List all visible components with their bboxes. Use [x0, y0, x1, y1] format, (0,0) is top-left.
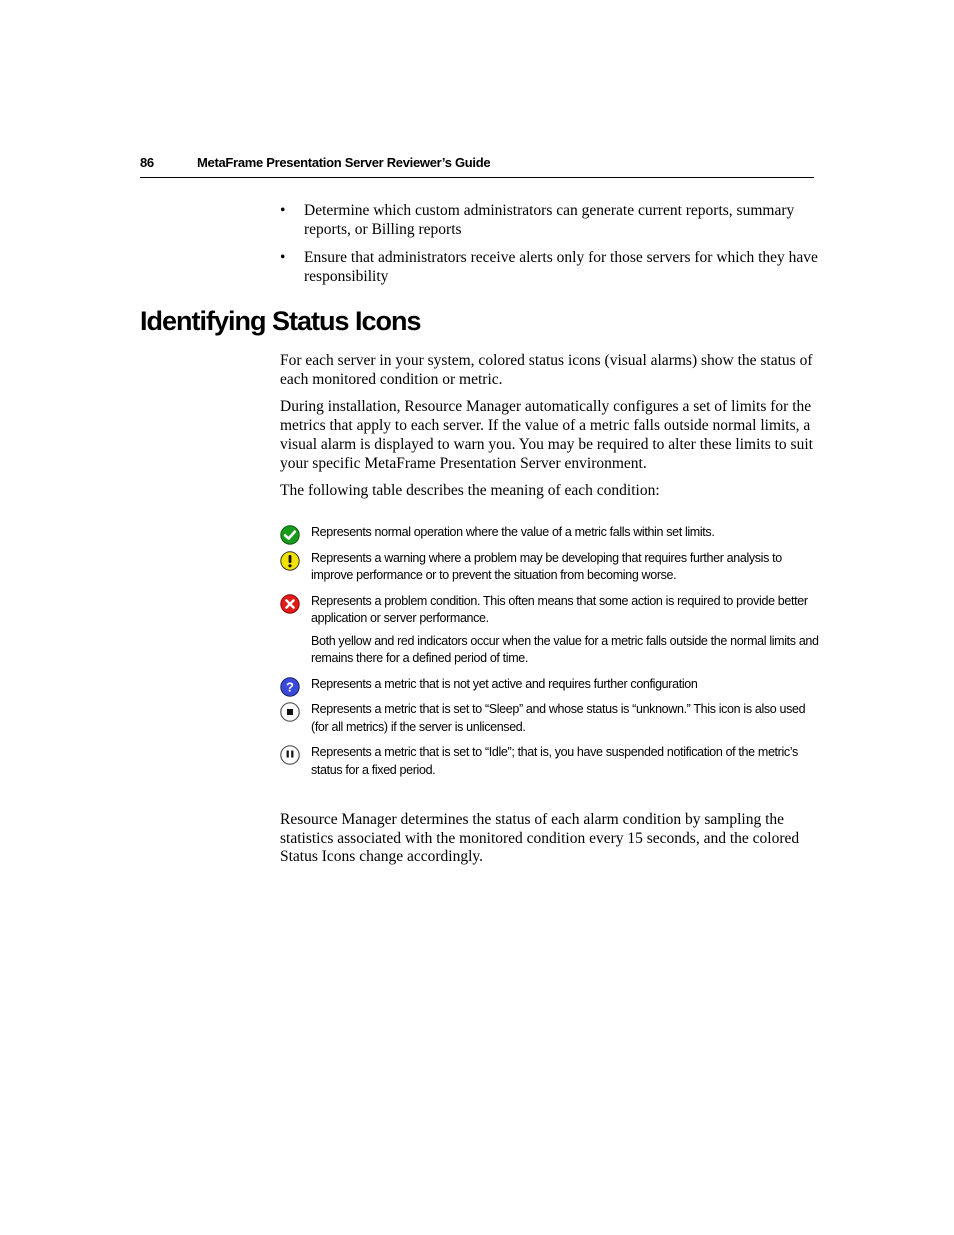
intro-text [280, 352, 820, 510]
check-icon [280, 525, 300, 545]
closing-text [280, 811, 820, 876]
table-row [280, 676, 820, 694]
svg-text:?: ? [286, 679, 294, 695]
bullet-glyph: • [280, 249, 286, 266]
section-title: Identifying Status Icons [140, 306, 421, 336]
error-icon [280, 594, 300, 614]
question-icon [280, 677, 300, 697]
bullet-glyph: • [280, 202, 286, 219]
bullet-list [280, 201, 820, 295]
status-description: Represents a metric that is not yet active and requires further configuration [311, 676, 698, 691]
paragraph: During installation, Resource Manager automatically configures a set of limits for the metrics that apply to each server. If the value of a metric falls outside normal limits, a visual alarm is displayed to warn you. You may be required to alter these limits to suit your specific MetaFrame Presentation Server environment. [280, 398, 813, 472]
table-row [280, 524, 820, 542]
table-row [280, 744, 820, 779]
status-text: Represents a problem condition. This often means that some action is required to provide better application or server performance. [311, 593, 808, 625]
pause-icon [280, 745, 300, 765]
bullet-text: Ensure that administrators receive alerts only for those servers for which they have responsibility [304, 249, 818, 285]
paragraph: Resource Manager determines the status of each alarm condition by sampling the statistics associated with the monitored condition every 15 seconds, and the colored Status Icons change accordingly. [280, 811, 800, 866]
warning-icon [280, 551, 300, 571]
paragraph: The following table describes the meaning of each condition: [280, 482, 660, 500]
bullet-text: Determine which custom administrators can generate current reports, summary reports, or Billing reports [304, 202, 795, 238]
guide-title: MetaFrame Presentation Server Reviewer’s Guide [197, 155, 491, 170]
status-description [311, 593, 820, 668]
table-row [280, 593, 820, 668]
status-icon-table [280, 524, 820, 787]
table-row [280, 550, 820, 585]
status-description: Represents a warning where a problem may be developing that requires further analysis to improve performance or to prevent the situation from becoming worse. [311, 550, 782, 582]
status-description: Represents a metric that is set to “Idle”; that is, you have suspended notification of the metric’s status for a fixed period. [311, 745, 798, 777]
header-rule [140, 177, 814, 178]
list-item [280, 201, 820, 239]
status-description: Represents normal operation where the value of a metric falls within set limits. [311, 525, 715, 539]
paragraph: For each server in your system, colored status icons (visual alarms) show the status of each monitored condition or metric. [280, 352, 813, 388]
page-number: 86 [140, 155, 154, 170]
list-item [280, 248, 820, 286]
status-description: Represents a metric that is set to “Sleep” and whose status is “unknown.” This icon is also used (for all metrics) if the server is unlicensed. [311, 702, 806, 734]
sleep-icon [280, 702, 300, 722]
status-note: Both yellow and red indicators occur when the value for a metric falls outside the normal limits and remains there for a defined period of time. [311, 633, 819, 665]
table-row [280, 701, 820, 736]
